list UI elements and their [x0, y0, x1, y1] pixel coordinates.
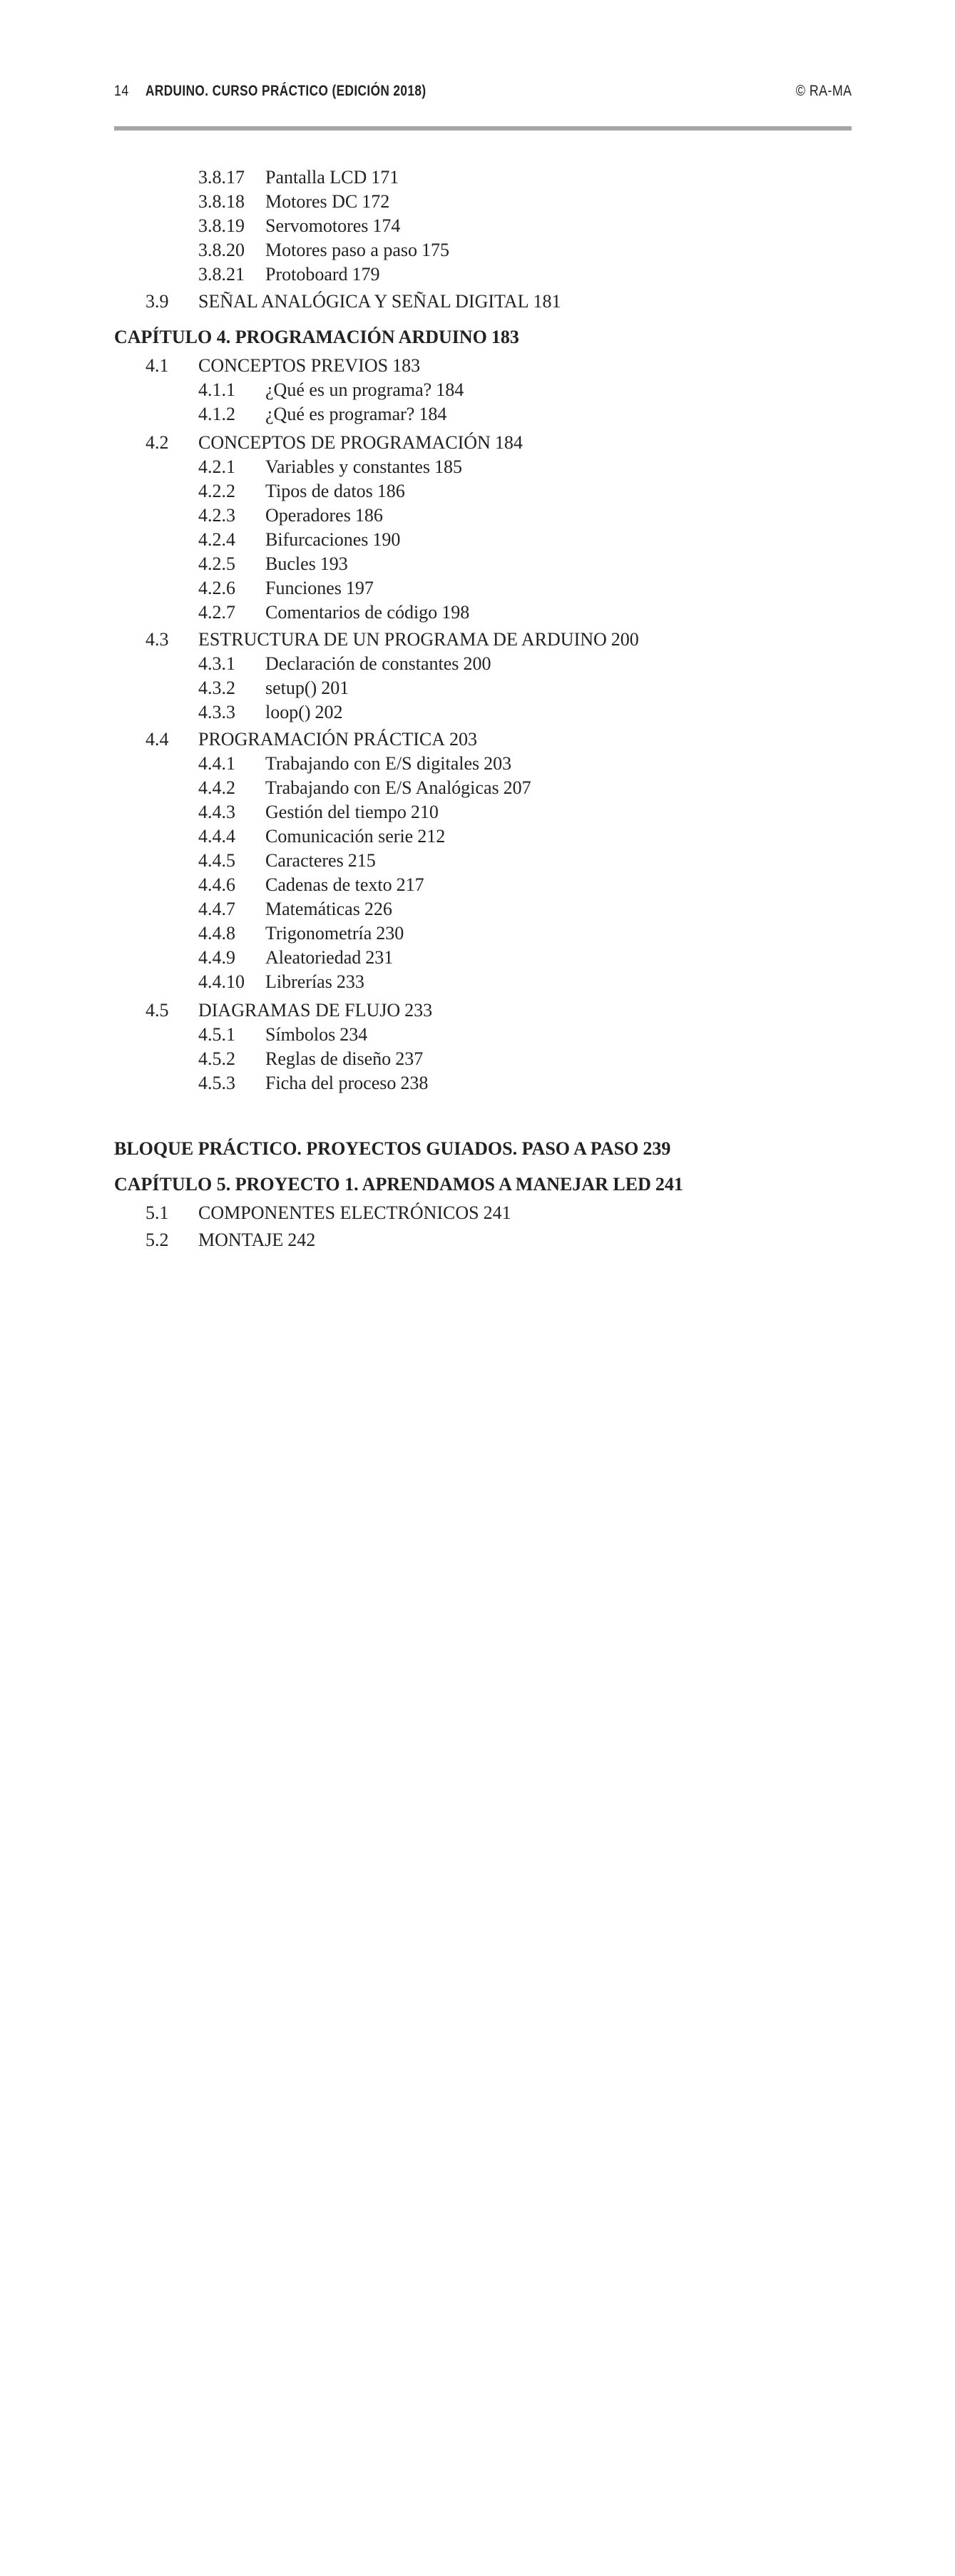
- toc-entry: [114, 1228, 852, 1252]
- toc-entry-page: 237: [395, 1048, 424, 1069]
- page-number: 14: [114, 83, 129, 99]
- toc-entry: [114, 727, 852, 752]
- toc-entry-number: 4.2.2: [198, 481, 235, 501]
- toc-entry: [114, 1047, 852, 1071]
- toc-entry: [114, 262, 852, 287]
- toc-entry-number: 4.4.8: [198, 923, 235, 944]
- toc-entry-number: 4.2.5: [198, 553, 235, 574]
- toc-entry-title: Bifurcaciones: [265, 529, 369, 550]
- toc-entry-number: 4.4.3: [198, 802, 235, 822]
- toc-entry-page: 175: [422, 240, 450, 260]
- toc-entry-page: 241: [483, 1202, 511, 1223]
- toc-entry: [114, 652, 852, 676]
- toc-entry-title: Aleatoriedad: [265, 947, 362, 968]
- toc-entry-number: 4.3.3: [198, 702, 235, 722]
- toc-entry-title: Motores DC: [265, 191, 358, 212]
- toc-entry-title: Caracteres: [265, 850, 344, 871]
- toc-entry-number: 5.1: [145, 1202, 169, 1223]
- toc-entry-title: Comentarios de código: [265, 602, 438, 623]
- toc-entry-number: 4.4.9: [198, 947, 235, 968]
- toc-entry-page: 186: [377, 481, 405, 501]
- toc-entry: [114, 700, 852, 725]
- toc-entry-number: 4.2: [145, 432, 169, 453]
- toc-entry-number: 4.1: [145, 355, 169, 376]
- toc-entry-number: 4.2.1: [198, 456, 235, 477]
- toc-entry-number: 3.8.17: [198, 167, 245, 188]
- toc-entry-page: 217: [396, 874, 424, 895]
- toc-entry-number: 4.4.4: [198, 826, 235, 847]
- toc-entry-number: 4.3.1: [198, 653, 235, 674]
- toc-entry-page: 242: [287, 1230, 316, 1250]
- toc-entry-title: ¿Qué es un programa?: [265, 379, 432, 400]
- toc-entry: [114, 576, 852, 600]
- toc-entry-page: 181: [533, 291, 561, 312]
- toc-chapter-entry: [114, 1137, 852, 1161]
- toc-entry-title: Gestión del tiempo: [265, 802, 407, 822]
- toc-entry-title: Motores paso a paso: [265, 240, 418, 260]
- toc-entry-page: 230: [376, 923, 404, 944]
- toc-entry-page: 184: [494, 432, 523, 453]
- toc-entry-number: 3.8.21: [198, 264, 245, 285]
- toc-entry: [114, 528, 852, 552]
- toc-entry-title: Servomotores: [265, 215, 369, 236]
- toc-entry-page: 198: [441, 602, 470, 623]
- toc-entry-number: 4.4.5: [198, 850, 235, 871]
- toc-entry-title: CAPÍTULO 5. PROYECTO 1. APRENDAMOS A MANEJAR LED: [114, 1174, 651, 1195]
- toc-entry-number: 3.8.20: [198, 240, 245, 260]
- toc-entry-title: Protoboard: [265, 264, 348, 285]
- toc-entry-page: 172: [362, 191, 390, 212]
- toc-entry-number: 3.9: [145, 291, 169, 312]
- toc-entry: [114, 998, 852, 1023]
- toc-entry-page: 183: [491, 327, 519, 347]
- toc-chapter-entry: [114, 325, 852, 349]
- toc-entry-page: 215: [347, 850, 376, 871]
- toc-entry-number: 4.4: [145, 729, 169, 750]
- toc-entry-page: 203: [484, 753, 512, 774]
- toc-entry-page: 186: [354, 505, 383, 526]
- toc-entry-page: 202: [315, 702, 343, 722]
- toc-entry: [114, 552, 852, 576]
- toc-entry-page: 184: [419, 404, 447, 424]
- toc-entry-title: MONTAJE: [198, 1230, 284, 1250]
- toc-entry-number: 4.1.2: [198, 404, 235, 424]
- toc-entry: [114, 1071, 852, 1095]
- toc-entry: [114, 354, 852, 378]
- toc-entry-page: 203: [449, 729, 477, 750]
- toc-entry: [114, 1201, 852, 1225]
- toc-entry-number: 3.8.18: [198, 191, 245, 212]
- toc-entry: [114, 214, 852, 238]
- toc-entry: [114, 1023, 852, 1047]
- toc-entry-title: Cadenas de texto: [265, 874, 392, 895]
- toc-entry-number: 4.2.3: [198, 505, 235, 526]
- toc-entry-title: Pantalla LCD: [265, 167, 367, 188]
- toc-entry: [114, 238, 852, 262]
- toc-entry-page: 179: [352, 264, 380, 285]
- toc-entry-title: loop(): [265, 702, 311, 722]
- toc-entry-title: COMPONENTES ELECTRÓNICOS: [198, 1202, 479, 1223]
- toc-entry: [114, 776, 852, 800]
- toc-entry-title: Funciones: [265, 578, 342, 598]
- toc-entry-number: 3.8.19: [198, 215, 245, 236]
- toc-entry: [114, 165, 852, 190]
- toc-entry-title: Librerías: [265, 971, 332, 992]
- toc-entry-title: Bucles: [265, 553, 316, 574]
- toc-entry: [114, 504, 852, 528]
- publisher-mark: © RA-MA: [795, 83, 852, 99]
- toc-entry-page: 190: [372, 529, 401, 550]
- toc-entry-page: 184: [436, 379, 464, 400]
- toc-entry-page: 174: [372, 215, 401, 236]
- toc-entry-title: SEÑAL ANALÓGICA Y SEÑAL DIGITAL: [198, 291, 529, 312]
- toc-entry-page: 231: [365, 947, 394, 968]
- toc-entry-number: 4.3: [145, 629, 169, 650]
- toc-entry: [114, 676, 852, 700]
- toc-entry: [114, 479, 852, 504]
- toc-entry-title: Declaración de constantes: [265, 653, 459, 674]
- toc-entry-page: 238: [400, 1073, 429, 1093]
- toc-entry-page: 207: [503, 777, 531, 798]
- toc-entry-page: 212: [417, 826, 446, 847]
- toc-entry-number: 4.5.1: [198, 1024, 235, 1045]
- toc-entry-title: Reglas de diseño: [265, 1048, 392, 1069]
- toc-entry: [114, 402, 852, 426]
- toc-entry-number: 4.5: [145, 1000, 169, 1021]
- header-rule: [114, 126, 852, 131]
- toc-entry-number: 4.4.1: [198, 753, 235, 774]
- toc-entry-title: Trabajando con E/S digitales: [265, 753, 480, 774]
- toc-entry-title: BLOQUE PRÁCTICO. PROYECTOS GUIADOS. PASO A PASO: [114, 1138, 639, 1159]
- toc-entry-number: 4.4.6: [198, 874, 235, 895]
- toc-entry-page: 210: [410, 802, 439, 822]
- toc-entry: [114, 431, 852, 455]
- toc-entry-title: Matemáticas: [265, 899, 360, 919]
- toc-entry-title: Variables y constantes: [265, 456, 431, 477]
- toc-entry-title: Comunicación serie: [265, 826, 414, 847]
- toc-entry: [114, 873, 852, 897]
- toc-entry: [114, 190, 852, 214]
- toc-entry: [114, 849, 852, 873]
- toc-entry-number: 4.2.7: [198, 602, 235, 623]
- toc-entry: [114, 946, 852, 970]
- toc-entry-number: 4.3.2: [198, 678, 235, 698]
- toc-entry-title: CAPÍTULO 4. PROGRAMACIÓN ARDUINO: [114, 327, 487, 347]
- toc-entry-number: 4.4.7: [198, 899, 235, 919]
- toc-entry-number: 4.1.1: [198, 379, 235, 400]
- toc-entry: [114, 378, 852, 402]
- toc-entry-title: ESTRUCTURA DE UN PROGRAMA DE ARDUINO: [198, 629, 607, 650]
- toc-entry-number: 5.2: [145, 1230, 169, 1250]
- toc-entry: [114, 970, 852, 994]
- running-header: [114, 83, 852, 104]
- toc-entry-page: 200: [463, 653, 491, 674]
- toc-entry-title: setup(): [265, 678, 317, 698]
- toc-entry-number: 4.4.10: [198, 971, 245, 992]
- toc-chapter-entry: [114, 1172, 852, 1197]
- toc-entry-page: 233: [404, 1000, 433, 1021]
- book-title: ARDUINO. CURSO PRÁCTICO (EDICIÓN 2018): [145, 83, 427, 99]
- toc-entry-number: 4.2.6: [198, 578, 235, 598]
- toc-entry-title: CONCEPTOS DE PROGRAMACIÓN: [198, 432, 491, 453]
- toc-entry: [114, 824, 852, 849]
- toc-entry-title: ¿Qué es programar?: [265, 404, 415, 424]
- toc-entry-page: 239: [643, 1138, 671, 1159]
- toc-entry-number: 4.5.2: [198, 1048, 235, 1069]
- toc-entry-page: 197: [345, 578, 374, 598]
- toc-entry-page: 241: [655, 1174, 683, 1195]
- toc-entry: [114, 600, 852, 625]
- toc-entry-page: 193: [320, 553, 348, 574]
- toc-entry-number: 4.4.2: [198, 777, 235, 798]
- toc-entry-title: PROGRAMACIÓN PRÁCTICA: [198, 729, 445, 750]
- toc-entry-title: Símbolos: [265, 1024, 336, 1045]
- toc-entry-page: 171: [371, 167, 399, 188]
- toc-entry-title: Operadores: [265, 505, 351, 526]
- toc-entry-number: 4.5.3: [198, 1073, 235, 1093]
- toc-entry: [114, 290, 852, 314]
- toc-entry-page: 200: [611, 629, 639, 650]
- toc-entry-page: 185: [434, 456, 463, 477]
- toc-entry-title: Trigonometría: [265, 923, 372, 944]
- toc-entry-page: 226: [364, 899, 392, 919]
- toc-entry-title: DIAGRAMAS DE FLUJO: [198, 1000, 401, 1021]
- toc-entry: [114, 628, 852, 652]
- toc-entry-page: 233: [336, 971, 364, 992]
- toc-entry: [114, 455, 852, 479]
- toc-entry-page: 201: [321, 678, 349, 698]
- toc-entry: [114, 800, 852, 824]
- toc-entry: [114, 921, 852, 946]
- toc-entry: [114, 897, 852, 921]
- toc-entry: [114, 752, 852, 776]
- toc-entry-title: Tipos de datos: [265, 481, 373, 501]
- toc-entry-page: 183: [392, 355, 421, 376]
- toc-entry-page: 234: [339, 1024, 368, 1045]
- toc-entry-title: CONCEPTOS PREVIOS: [198, 355, 389, 376]
- toc-entry-title: Ficha del proceso: [265, 1073, 397, 1093]
- toc-entry-title: Trabajando con E/S Analógicas: [265, 777, 499, 798]
- toc-entry-number: 4.2.4: [198, 529, 235, 550]
